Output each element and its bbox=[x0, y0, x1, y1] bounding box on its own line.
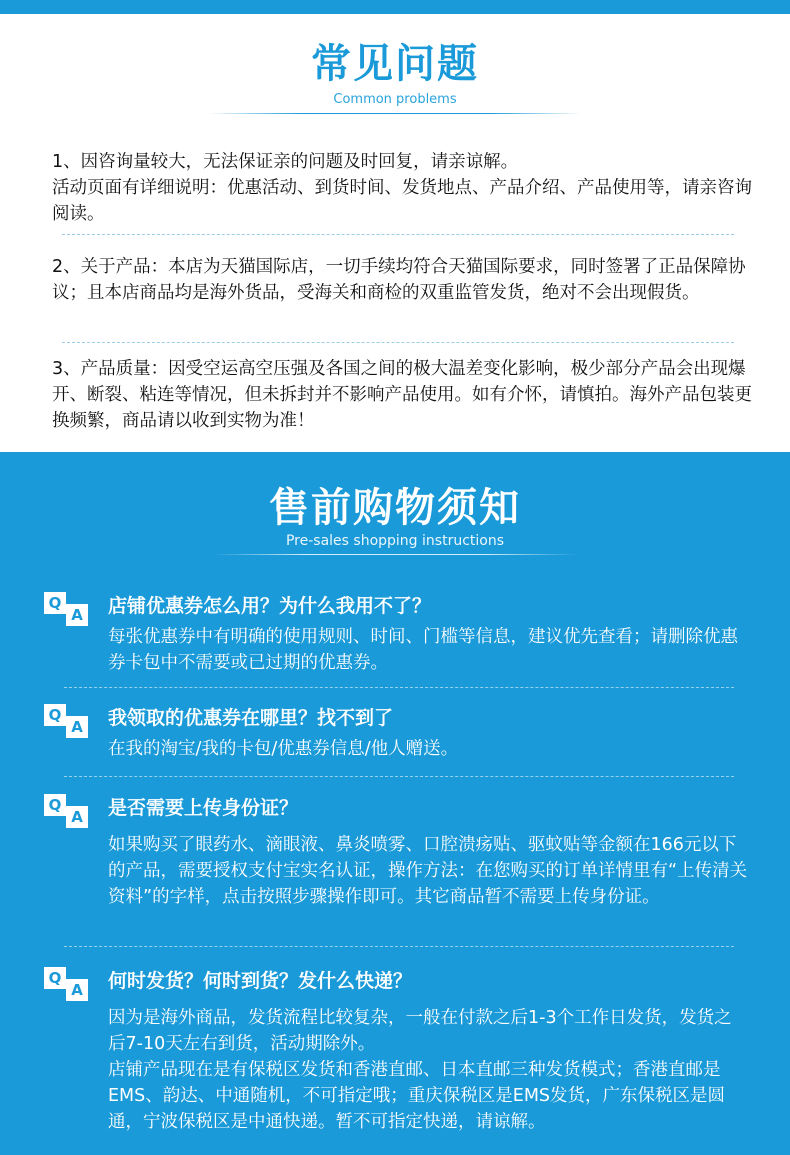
presale-section bbox=[0, 452, 790, 1155]
faq-item-2: 2、关于产品：本店为天猫国际店，一切手续均符合天猫国际要求，同时签署了正品保障协议；且本店商品均是海外货品，受海关和商检的双重监管发货，绝对不会出现假货。 bbox=[52, 257, 746, 303]
qa-answer-paragraph: 在我的淘宝/我的卡包/优惠券信息/他人赠送。 bbox=[108, 739, 459, 759]
faq-subtitle: Common problems bbox=[333, 92, 457, 107]
qa-icon bbox=[44, 794, 88, 828]
top-accent-stripe bbox=[0, 0, 790, 14]
faq-title: 常见问题 bbox=[311, 41, 479, 87]
qa-answer bbox=[108, 736, 748, 762]
qa-question: 何时发货？何时到货？发什么快递？ bbox=[108, 970, 413, 992]
qa-a-badge: A bbox=[66, 716, 88, 738]
qa-icon bbox=[44, 967, 88, 1001]
presale-divider bbox=[64, 687, 734, 688]
qa-a-badge: A bbox=[66, 979, 88, 1001]
presale-title: 售前购物须知 bbox=[269, 485, 521, 531]
qa-q-badge: Q bbox=[44, 592, 66, 614]
qa-q-badge: Q bbox=[44, 967, 66, 989]
qa-answer-paragraph: 如果购买了眼药水、滴眼液、鼻炎喷雾、口腔溃疡贴、驱蚊贴等金额在166元以下的产品，需要授权支付宝实名认证，操作方法：在您购买的订单详情里有“上传清关资料”的字样，点击按照步骤操作即可。其它商品暂不需要上传身份证。 bbox=[108, 835, 748, 907]
presale-divider bbox=[64, 946, 734, 947]
faq-title-underline bbox=[208, 113, 582, 114]
presale-subtitle: Pre-sales shopping instructions bbox=[285, 533, 505, 549]
qa-question: 我领取的优惠券在哪里？找不到了 bbox=[108, 707, 394, 729]
qa-q-badge: Q bbox=[44, 704, 66, 726]
qa-answer bbox=[108, 624, 748, 676]
qa-question: 店铺优惠券怎么用？为什么我用不了？ bbox=[108, 595, 432, 617]
presale-title-underline bbox=[212, 554, 578, 555]
qa-answer-paragraph: 店铺产品现在是有保税区发货和香港直邮、日本直邮三种发货模式；香港直邮是EMS、韵达、中通随机，不可指定哦；重庆保税区是EMS发货，广东保税区是圆通，宁波保税区是中通快递。暂不可指定快递，请谅解。 bbox=[108, 1060, 726, 1132]
qa-answer bbox=[108, 1005, 748, 1135]
qa-answer bbox=[108, 832, 748, 910]
faq-item-3: 3、产品质量：因受空运高空压强及各国之间的极大温差变化影响，极少部分产品会出现爆开、断裂、粘连等情况，但未拆封并不影响产品使用。如有介怀，请慎拍。海外产品包装更换频繁，商品请以收到实物为准！ bbox=[52, 359, 752, 431]
faq-item-1: 1、因咨询量较大，无法保证亲的问题及时回复，请亲谅解。 活动页面有详细说明：优惠活动、到货时间、发货地点、产品介绍、产品使用等，请亲咨询阅读。 bbox=[52, 152, 752, 224]
qa-question: 是否需要上传身份证？ bbox=[108, 797, 299, 819]
qa-icon bbox=[44, 704, 88, 738]
qa-a-badge: A bbox=[66, 806, 88, 828]
qa-q-badge: Q bbox=[44, 794, 66, 816]
qa-answer-paragraph: 因为是海外商品，发货流程比较复杂，一般在付款之后1-3个工作日发货，发货之后7-10天左右到货，活动期除外。 bbox=[108, 1008, 732, 1054]
faq-divider bbox=[62, 234, 734, 235]
faq-section bbox=[0, 14, 790, 452]
qa-answer-paragraph: 每张优惠券中有明确的使用规则、时间、门槛等信息，建议优先查看；请删除优惠券卡包中不需要或已过期的优惠券。 bbox=[108, 627, 738, 673]
qa-icon bbox=[44, 592, 88, 626]
qa-a-badge: A bbox=[66, 604, 88, 626]
presale-divider bbox=[64, 776, 734, 777]
faq-divider bbox=[62, 342, 734, 343]
